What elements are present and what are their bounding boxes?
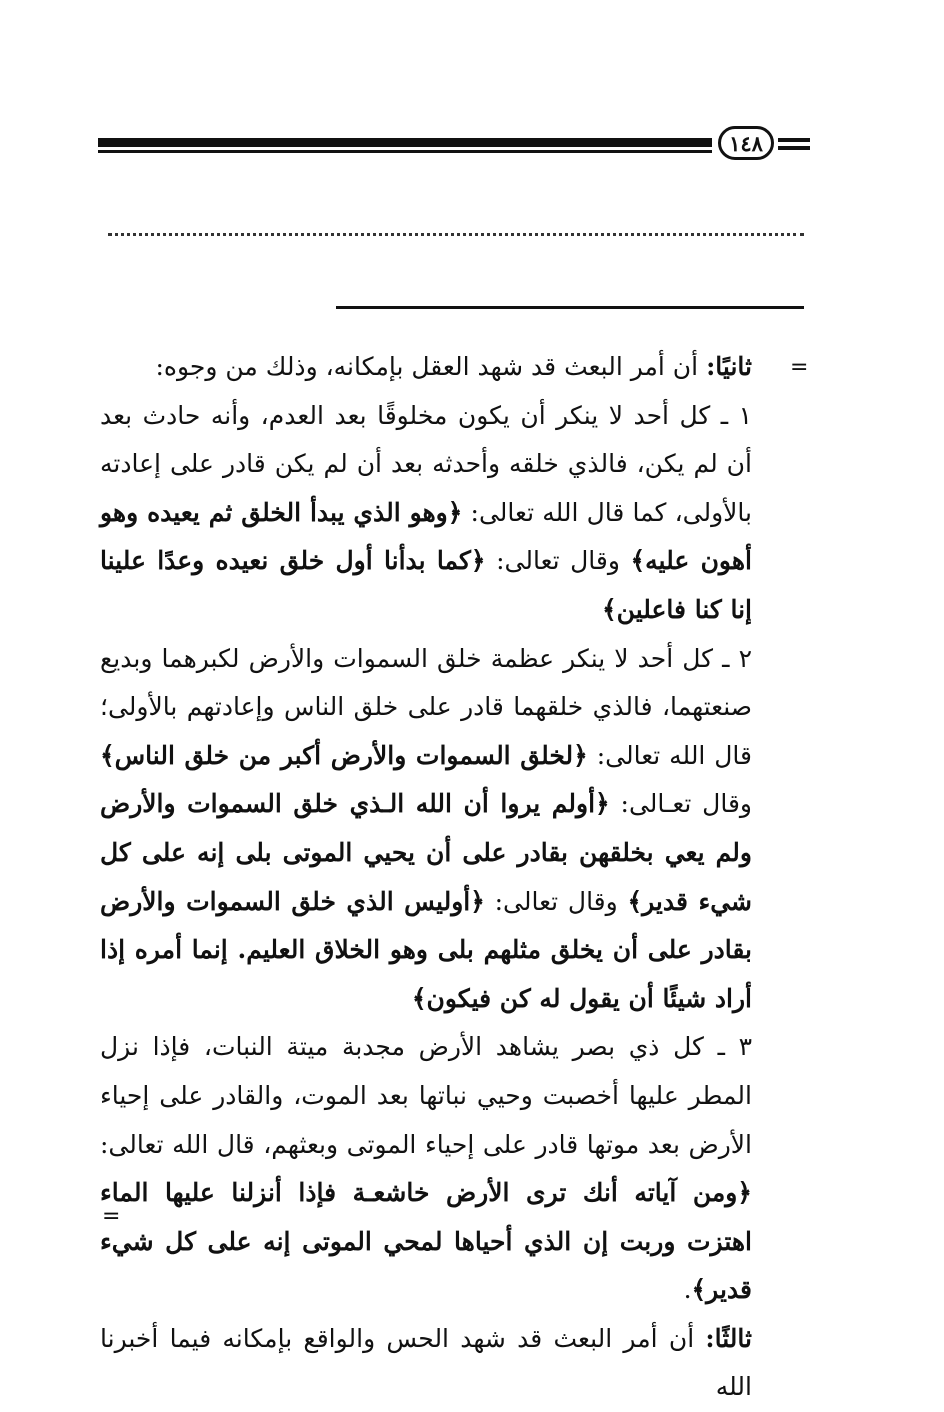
- section-rule: [336, 306, 804, 309]
- paragraph-lead: ثانيًا:: [706, 352, 752, 381]
- paragraph-item-3: [100, 1023, 752, 1315]
- quran-quote: ﴿أولم يروا أن الله الـذي خلق السموات والأرض ولم يعي بخلقهن بقادر على أن يحيي الموتى بلى إنه على كل شيء قدير﴾: [100, 789, 752, 916]
- quran-quote: ﴿أوليس الذي خلق السموات والأرض بقادر على أن يخلق مثلهم بلى وهو الخلاق العليم. إنما أمره إذا أراد شيئًا أن يقول له كن فيكون﴾: [100, 886, 752, 1013]
- header-rule: [98, 138, 712, 147]
- header-ornament-lower: [778, 146, 810, 150]
- quran-quote: ﴿ومن آياته أنك ترى الأرض خاشعـة فإذا أنزلنا عليها الماء اهتزت وربت إن الذي أحياها لمحي الموتى إنه على كل شيء قدير﴾: [100, 1178, 752, 1305]
- paragraph-item-1: [100, 392, 752, 635]
- body-text: [100, 343, 752, 1412]
- quran-quote: ﴿وهو الذي يبدأ الخلق ثم يعيده وهو أهون عليه﴾: [100, 497, 752, 576]
- paragraph-item-2: [100, 635, 752, 1024]
- paragraph-text: ١ ـ كل أحد لا ينكر أن يكون مخلوقًا بعد العدم، وأنه حادث بعد أن لم يكن، فالذي خلقه وأحدثه بعد أن لم يكن قادر على إعادته بالأولى، كما قال الله تعالى:: [100, 400, 752, 527]
- page-header: [98, 124, 810, 168]
- paragraph-text: أن أمر البعث قد شهد العقل بإمكانه، وذلك من وجوه:: [155, 352, 707, 381]
- header-ornament: [778, 138, 810, 142]
- paragraph-lead: ثالثًا:: [705, 1323, 752, 1353]
- paragraph-text: وقال تعالى:: [485, 546, 631, 576]
- paragraph-text: أن أمر البعث قد شهد الحس والواقع بإمكانه فيما أخبرنا الله: [100, 1323, 752, 1402]
- quran-quote: ﴿كما بدأنا أول خلق نعيده وعدًا علينا إنا كنا فاعلين﴾: [100, 546, 752, 624]
- dotted-separator: [108, 233, 804, 236]
- paragraph-text: وقال تعالى:: [484, 886, 628, 916]
- continuation-mark-bottom: =: [102, 1204, 121, 1229]
- paragraph-text: .: [683, 1275, 692, 1305]
- paragraph-third-point: [100, 1315, 752, 1412]
- paragraph-second-point: [100, 343, 752, 392]
- paragraph-text: وقال تعـالى:: [609, 789, 752, 819]
- page-number: ١٤٨: [729, 130, 763, 156]
- header-rule-thin: [98, 150, 712, 153]
- paragraph-text: ٣ ـ كل ذي بصر يشاهد الأرض مجدبة ميتة النبات، فإذا نزل المطر عليها أخصبت وحيي نباتها بعد الموت، والقادر على إحياء الأرض بعد موتها قادر على إحياء الموتى وبعثهم، قال الله تعالى:: [100, 1032, 752, 1159]
- paragraph-text: ٢ ـ كل أحد لا ينكر عظمة خلق السموات والأرض لكبرهما وبديع صنعتهما، فالذي خلقهما قادر على خلق الناس وإعادتهم بالأولى؛ قال الله تعالى:: [100, 643, 753, 770]
- page-number-badge: [718, 126, 774, 160]
- continuation-mark-top: =: [790, 355, 809, 380]
- quran-quote: ﴿لخلق السموات والأرض أكبر من خلق الناس﴾: [100, 740, 588, 770]
